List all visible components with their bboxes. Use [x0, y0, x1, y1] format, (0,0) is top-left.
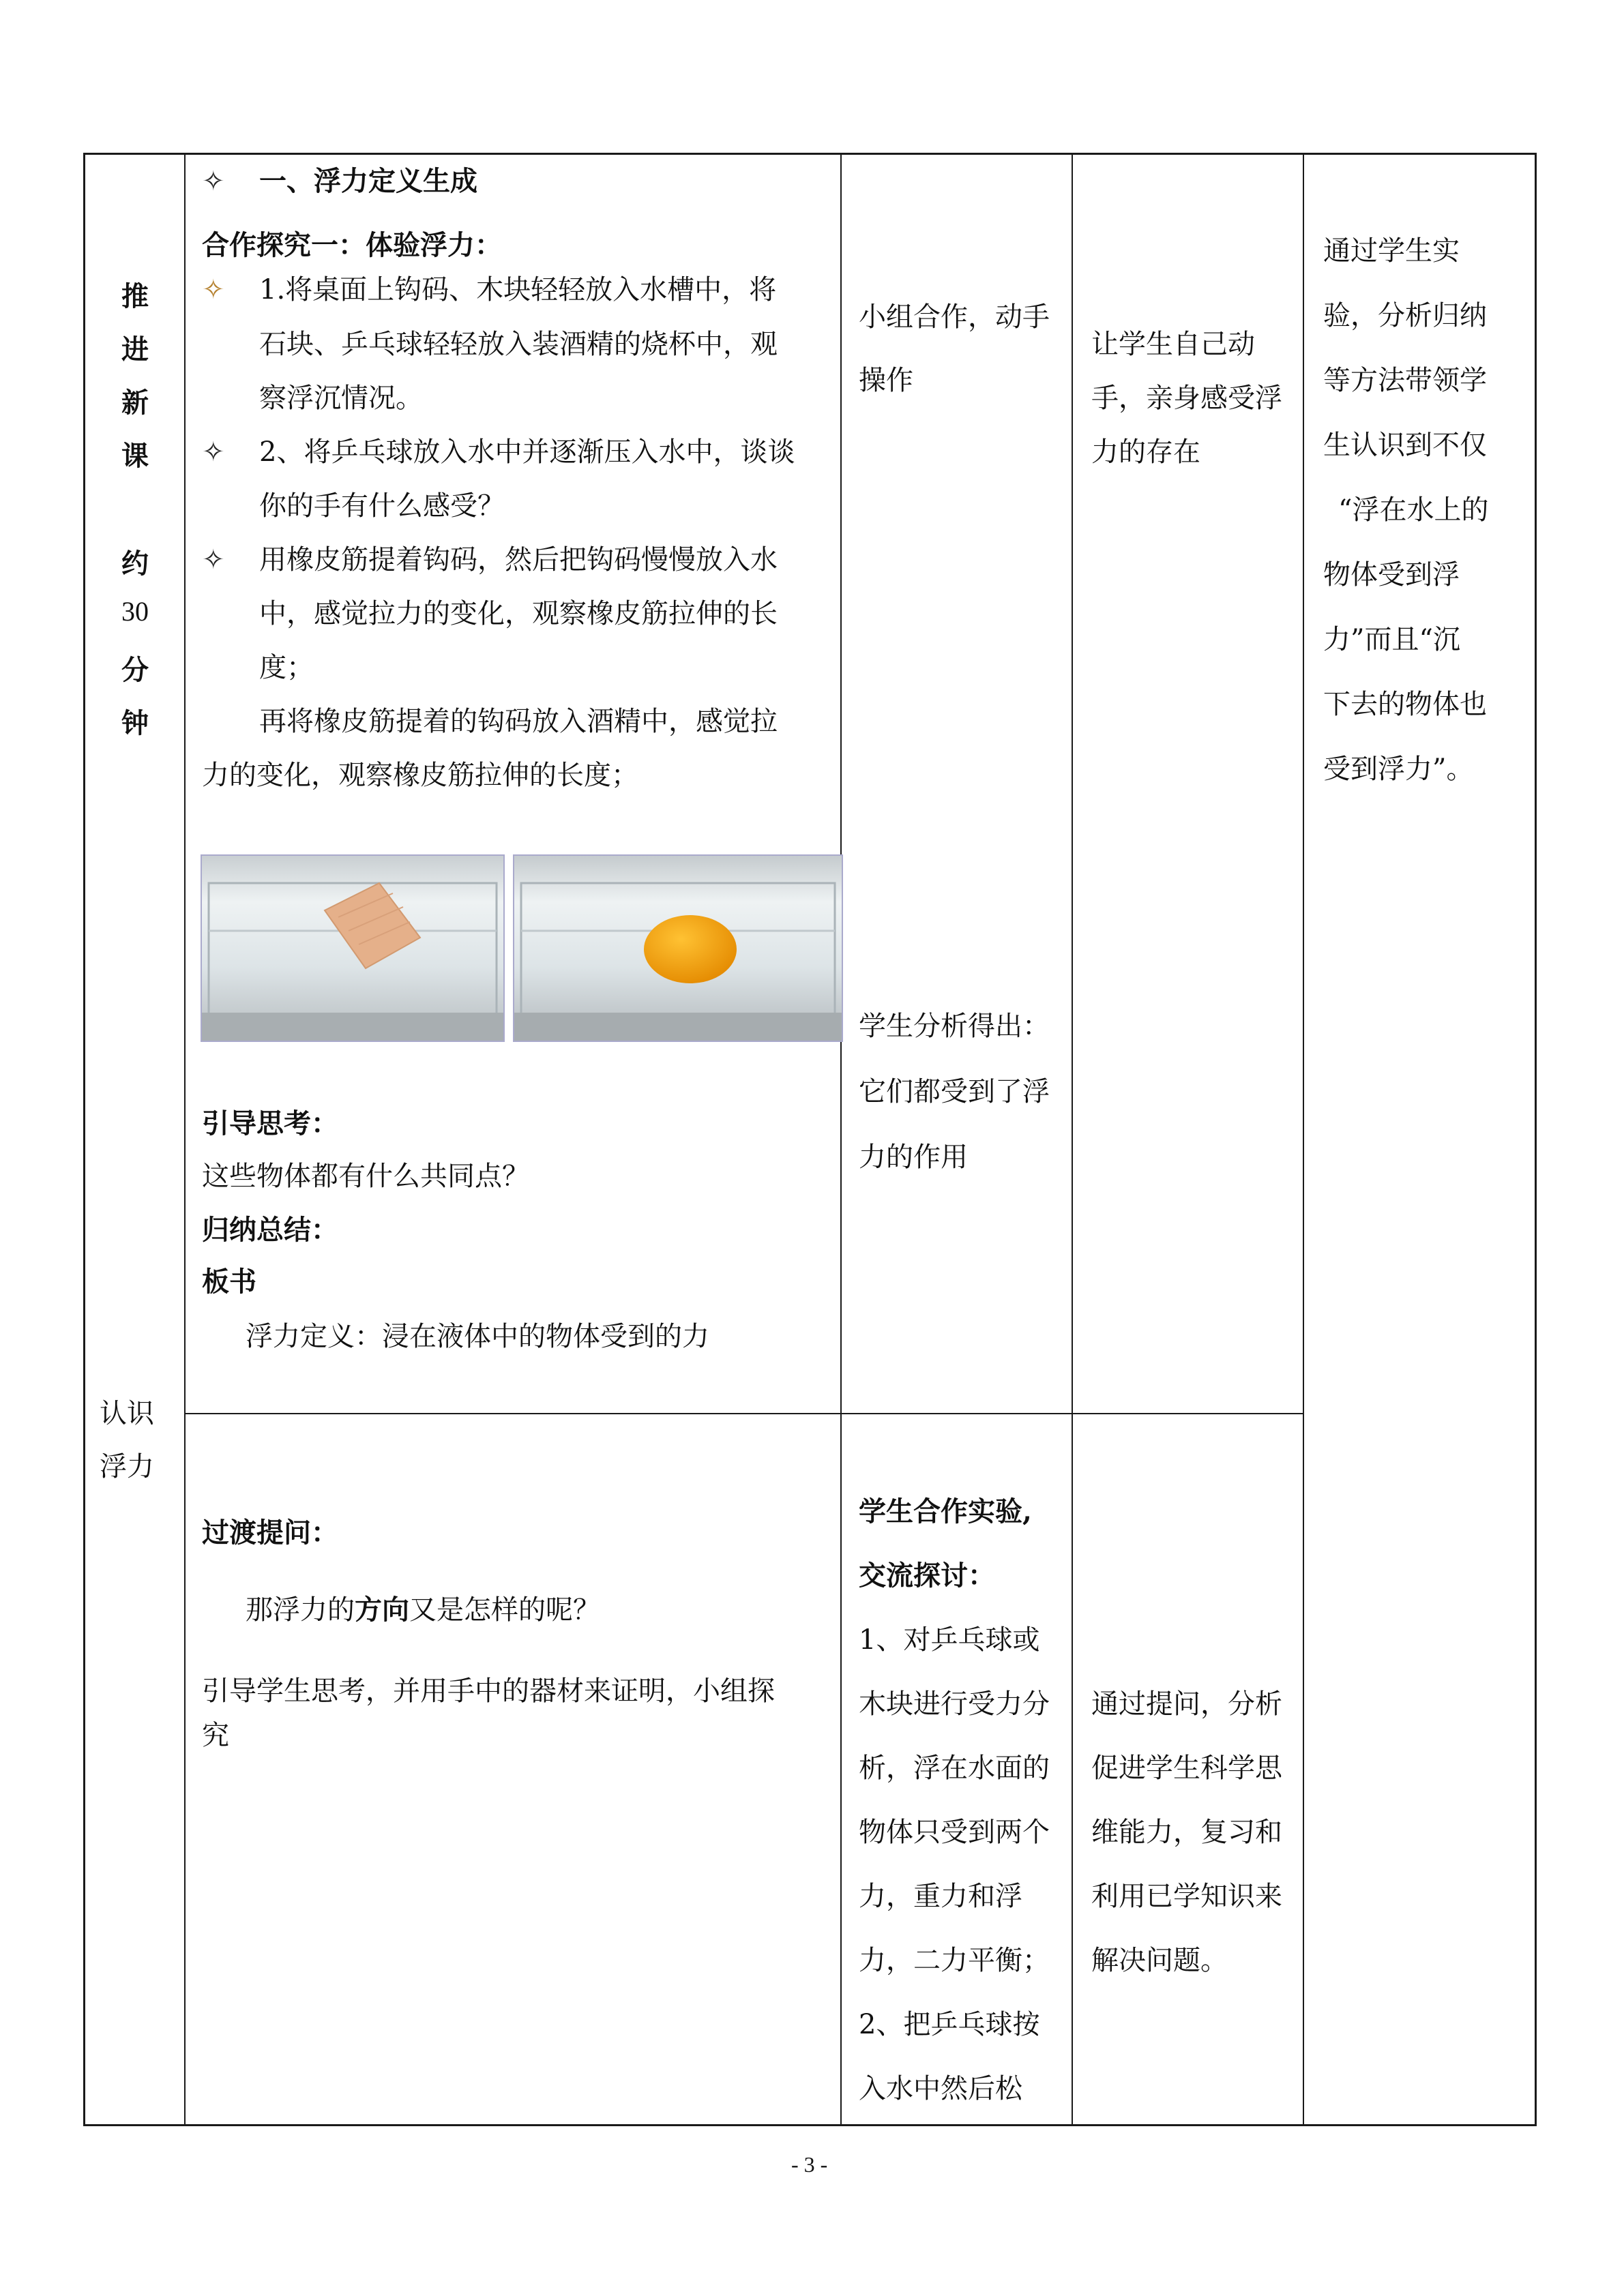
table-border-top: [83, 153, 1537, 155]
design-intent-line: 解决问题。: [1091, 1945, 1228, 1976]
stage-char: 约: [121, 548, 149, 580]
activity-item-1: 石块、乒乓球轻轻放入装酒精的烧杯中，观: [259, 329, 778, 360]
table-col-divider-3: [1072, 153, 1073, 2126]
activity-item-3: 中，感觉拉力的变化，观察橡皮筋拉伸的长: [259, 598, 778, 629]
table-col-divider-2: [840, 153, 842, 2126]
transition-title: 过渡提问：: [202, 1517, 338, 1549]
guide-think-title: 引导思考：: [202, 1107, 338, 1139]
activity-item-2: 2、将乒乓球放入水中并逐渐压入水中，谈谈: [259, 436, 795, 468]
activity-item-1: 1.将桌面上钩码、木块轻轻放入水槽中，将: [259, 274, 777, 305]
activity-paragraph: 力的变化，观察橡皮筋拉伸的长度；: [202, 760, 638, 791]
direction-question-pre: 那浮力的: [246, 1594, 355, 1626]
stage-char: 课: [121, 440, 149, 472]
note-line: 生认识到不仅: [1323, 430, 1487, 461]
stage-char: 进: [121, 333, 149, 366]
page-number: - 3 -: [791, 2152, 828, 2177]
student-experiment-line: 物体只受到两个: [859, 1817, 1050, 1848]
table-col-divider-4: [1303, 153, 1304, 2126]
design-intent-line: 利用已学知识来: [1091, 1881, 1282, 1912]
student-experiment-line: 1、对乒乓球或: [859, 1624, 1040, 1656]
buoyancy-definition: 浮力定义：浸在液体中的物体受到的力: [246, 1321, 709, 1352]
student-analysis-text: 力的作用: [859, 1142, 968, 1173]
student-experiment-line: 析，浮在水面的: [859, 1753, 1050, 1784]
student-experiment-title: 交流探讨：: [859, 1560, 995, 1592]
guide-instruction: 究: [202, 1720, 229, 1751]
student-experiment-line: 2、把乒乓球按: [859, 2009, 1040, 2040]
table-border-bottom: [83, 2124, 1537, 2126]
note-line: 受到浮力”。: [1323, 754, 1474, 785]
design-intent-line: 促进学生科学思: [1091, 1753, 1282, 1784]
activity-item-2: 你的手有什么感受？: [259, 490, 505, 522]
section-heading: 一、浮力定义生成: [259, 165, 477, 197]
photo-orange-in-water: [513, 854, 843, 1042]
student-experiment-line: 木块进行受力分: [859, 1688, 1050, 1720]
stage-char: 分: [121, 654, 149, 686]
note-line: 等方法带领学: [1323, 365, 1487, 396]
student-experiment-line: 入水中然后松: [859, 2073, 1022, 2104]
stage-char: 30: [121, 596, 149, 627]
design-intent-line: 维能力，复习和: [1091, 1817, 1282, 1848]
student-experiment-title: 学生合作实验,: [859, 1495, 1032, 1527]
design-intent-line: 通过提问，分析: [1091, 1688, 1282, 1720]
summary-title: 归纳总结：: [202, 1214, 338, 1246]
note-line: “浮在水上的: [1338, 494, 1489, 526]
direction-question: [246, 1596, 600, 1624]
bullet-diamond-icon: ✧: [202, 166, 225, 197]
design-intent-text: 力的存在: [1091, 436, 1200, 468]
note-line: 下去的物体也: [1323, 689, 1487, 720]
stage-char: 推: [121, 280, 149, 312]
board-title: 板书: [202, 1266, 256, 1298]
direction-question-emphasis: 方向: [355, 1594, 409, 1626]
photo-wood-block-in-water: [201, 854, 505, 1042]
direction-question-post: 又是怎样的呢？: [409, 1594, 600, 1626]
table-row-divider: [184, 1413, 1304, 1414]
subheading: 合作探究一：体验浮力：: [202, 229, 502, 261]
student-experiment-line: 力，重力和浮: [859, 1881, 1022, 1912]
student-experiment-line: 力，二力平衡；: [859, 1945, 1050, 1976]
stage-char: 钟: [121, 707, 149, 739]
table-border-right: [1535, 153, 1537, 2126]
activity-paragraph: 再将橡皮筋提着的钩码放入酒精中，感觉拉: [259, 706, 778, 737]
activity-item-3: 度；: [259, 652, 314, 683]
guide-think-question: 这些物体都有什么共同点？: [202, 1161, 529, 1192]
bullet-diamond-icon: ✧: [202, 436, 225, 468]
student-activity-text: 操作: [859, 365, 913, 396]
note-line: 通过学生实: [1323, 235, 1460, 267]
note-line: 物体受到浮: [1323, 559, 1460, 591]
section-label: 认识: [100, 1398, 154, 1429]
student-analysis-text: 学生分析得出：: [859, 1011, 1050, 1042]
activity-item-1: 察浮沉情况。: [259, 383, 423, 414]
guide-instruction: 引导学生思考，并用手中的器材来证明，小组探: [202, 1675, 775, 1707]
section-label: 浮力: [100, 1451, 154, 1482]
design-intent-text: 手，亲身感受浮: [1091, 383, 1282, 414]
stage-char: 新: [121, 387, 149, 419]
note-line: 力”而且“沉: [1323, 624, 1460, 655]
bullet-diamond-icon: ✧: [202, 274, 225, 305]
student-activity-text: 小组合作，动手: [859, 301, 1050, 333]
activity-item-3: 用橡皮筋提着钩码，然后把钩码慢慢放入水: [259, 544, 778, 576]
design-intent-text: 让学生自己动: [1091, 329, 1255, 360]
table-border-left: [83, 153, 85, 2126]
note-line: 验，分析归纳: [1323, 300, 1487, 331]
table-col-divider-1: [184, 153, 186, 2126]
student-analysis-text: 它们都受到了浮: [859, 1076, 1050, 1107]
bullet-diamond-icon: ✧: [202, 544, 225, 576]
